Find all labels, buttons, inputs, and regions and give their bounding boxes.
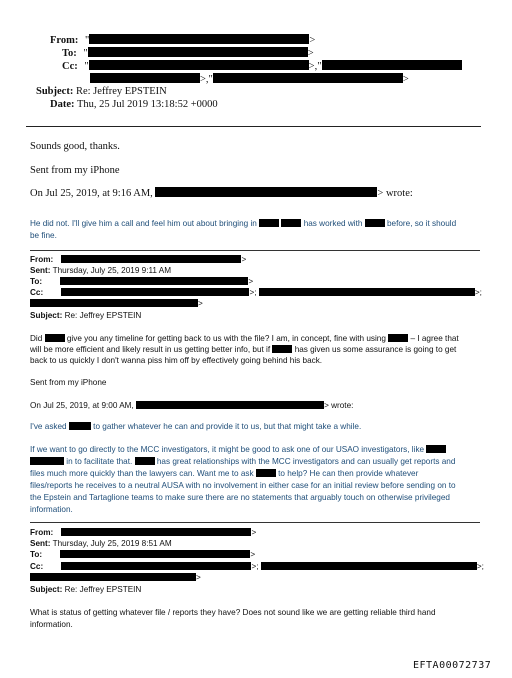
reply-on-line [30,187,413,199]
redaction [88,47,308,57]
email2-sent: Sent: Thursday, July 25, 2019 9:11 AM [30,266,172,275]
email2-sent-from: Sent from my iPhone [30,378,107,387]
redaction [426,445,446,453]
redaction [30,573,196,581]
subject-value: Re: Jeffrey EPSTEIN [75,86,167,97]
reply-line1: Sounds good, thanks. [30,141,120,152]
email3-sent: Sent: Thursday, July 25, 2019 8:51 AM [30,539,172,548]
redaction [61,255,241,263]
quote1-line1: He did not. I'll give him a call and feel him out about bringing in has worked with before, so it should [30,219,457,228]
quote2-para-line4: files/reports he receives to a neutral AUSA with no involvement in either case for an initial review before sending on to [30,481,456,490]
date-value: Thu, 25 Jul 2019 13:18:52 +0000 [76,99,218,110]
email3-from: From: > [30,528,257,537]
header-date-row [50,99,218,110]
redaction [30,457,64,465]
email2-body-line1: Did give you any timeline for getting back to us with the file? I am, in concept, fine with using – I agree that [30,334,459,343]
email3-body-line2: information. [30,620,73,629]
to-label: To: [62,48,77,59]
email3-cc2: > [30,573,201,582]
cc-label: Cc: [62,61,78,72]
redaction [89,34,309,44]
redaction [60,550,250,558]
bates-number: EFTA00072737 [413,660,492,671]
redaction [45,334,65,342]
email2-cc: Cc: >; >; [30,288,482,297]
email3-cc: Cc: >; >; [30,562,484,571]
subject-label: Subject: [36,86,74,97]
email2-on-line: On Jul 25, 2019, at 9:00 AM, > wrote: [30,401,354,410]
redaction [365,219,385,227]
redaction [69,422,91,430]
reply-sent-from: Sent from my iPhone [30,165,120,176]
redaction [256,469,276,477]
quote2-para-line6: information. [30,505,73,514]
email2-body-line2: will be more efficient and likely result in us getting better info, but if has given us some assurance is going to get [30,345,457,354]
redaction [213,73,403,83]
redaction [90,73,200,83]
redaction [155,187,377,197]
redaction [259,219,279,227]
header-cc-row: Cc: " >," [62,60,462,72]
header-subject-row [36,86,167,97]
redaction [261,562,477,570]
email2-to: To: > [30,277,254,286]
redaction [61,562,251,570]
redaction [136,401,324,409]
header-divider [26,126,481,127]
email3-body-line1: What is status of getting whatever file / reports they have? Does not sound like we are getting reliable third hand [30,608,436,617]
redaction [89,60,309,70]
redaction [61,288,249,296]
wrote: > wrote: [377,188,413,199]
email3-divider [30,522,480,523]
header-cc-row2: >," > [90,73,409,85]
date-label: Date: [50,99,75,110]
redaction [272,345,292,353]
redaction [259,288,475,296]
from-label: From: [50,35,79,46]
redaction [60,277,248,285]
email2-subject: Subject: Re: Jeffrey EPSTEIN [30,311,142,320]
redaction [281,219,301,227]
redaction [322,60,462,70]
email3-subject: Subject: Re: Jeffrey EPSTEIN [30,585,142,594]
email2-cc2: > [30,299,203,308]
quote2-para-line3: files much more quickly than the lawyers can. Want me to ask to help? He can then provide whatever [30,469,419,478]
email3-to: To: > [30,550,256,559]
quote2-line1: I've asked to gather whatever he can and provide it to us, but that might take a while. [30,422,362,431]
email2-body-line3: back to us quickly I don't wanna piss him off by effectively going behind his back. [30,356,323,365]
on-prefix: On Jul 25, 2019, at 9:16 AM, [30,188,153,199]
redaction [388,334,408,342]
quote2-para-line5: the Epstein and Tartaglione teams to make sure there are no statements that arguably touch on otherwise privileged [30,493,450,502]
redaction [30,299,198,307]
header-to-row: To: " > [62,48,314,59]
quote1-line2: be fine. [30,231,57,240]
email2-divider [30,250,480,251]
email2-from: From: > [30,255,247,264]
quote2-para-line2: in to facilitate that. has great relationships with the MCC investigators and can usually get reports and [30,457,455,466]
redaction [135,457,155,465]
redaction [61,528,251,536]
header-from-row: From: " > [50,35,316,46]
quote2-para-line1: If we want to go directly to the MCC investigators, it might be good to ask one of our USAO investigators, like [30,445,446,454]
